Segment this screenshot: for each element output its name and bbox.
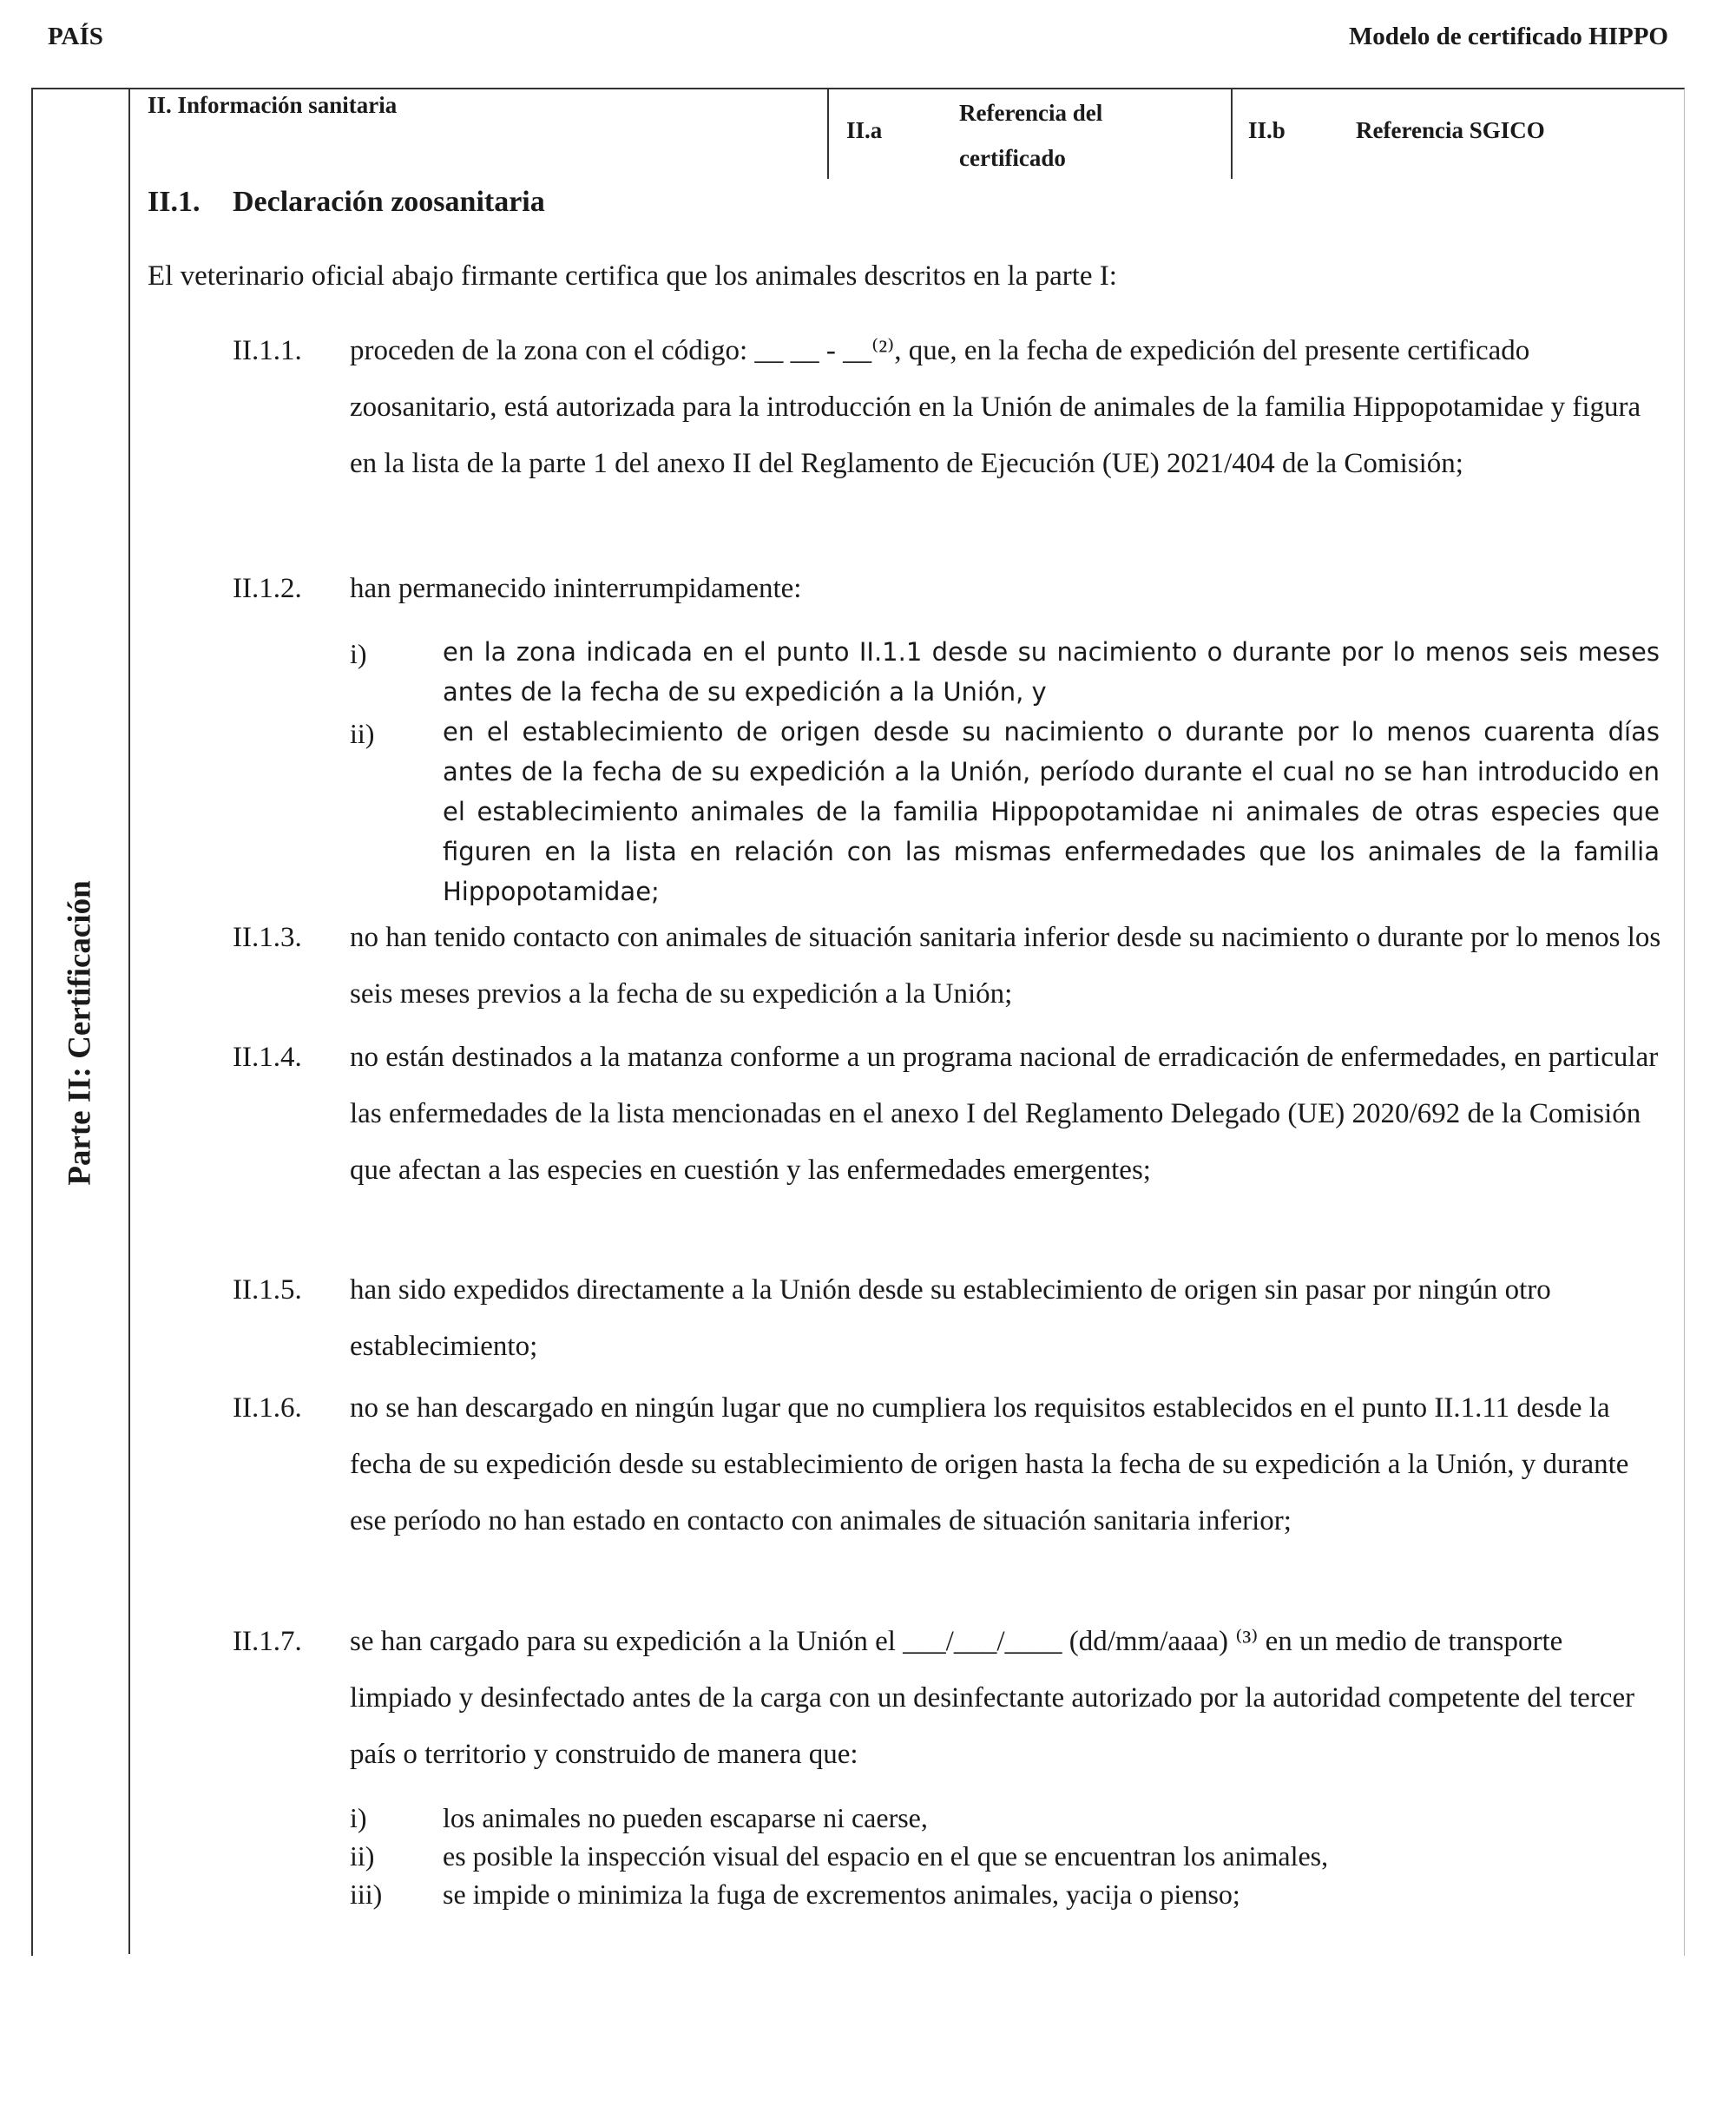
- item-text: proceden de la zona con el código: __ __ - __⁽²⁾, que, en la fecha de expedición del presente certificado zoosanitario, está autorizada para la introducción en la Unión de animales de la familia Hippopotamidae y figura en la lista de la parte 1 del anexo II del Reglamento de Ejecución (UE) 2021/404 de la Comisión;: [350, 335, 1641, 479]
- sub-item-number: iii): [350, 1878, 383, 1910]
- sub-item-text: en la zona indicada en el punto II.1.1 desde su nacimiento o durante por lo menos seis meses antes de la fecha de su expedición a la Unión, y: [443, 637, 1660, 707]
- item-text: no se han descargado en ningún lugar que no cumpliera los requisitos establecidos en el punto II.1.11 desde la fecha de su expedición desde su establecimiento de origen hasta la fecha de su expedición a la Unión, y durante ese período no han estado en contacto con animales de situación sanitaria inferior;: [350, 1392, 1629, 1536]
- cell-divider-b: [1231, 89, 1233, 179]
- sub-item-number: ii): [350, 718, 375, 749]
- item-text: se han cargado para su expedición a la Unión el ___/___/____ (dd/mm/aaaa) ⁽³⁾ en un medio de transporte limpiado y desinfectado antes de la carga con un desinfectante autorizado por la autoridad competente del tercer país o territorio y construido de manera que:: [350, 1626, 1635, 1770]
- sub-item-text: en el establecimiento de origen desde su nacimiento o durante por lo menos cuarenta días antes de la fecha de su expedición a la Unión, período durante el cual no se han introducido en el establecimiento animales de la familia Hippopotamidae ni animales de otras especies que figuren en la lista en relación con las mismas enfermedades que los animales de la familia Hippopotamidae;: [443, 717, 1660, 906]
- item-number: II.1.6.: [233, 1392, 302, 1424]
- section-title: [148, 186, 545, 219]
- item-number: II.1.3.: [233, 922, 302, 953]
- sub-item-text: los animales no pueden escaparse ni caerse,: [443, 1802, 928, 1833]
- cell-divider-a: [827, 89, 829, 179]
- intro-text: El veterinario oficial abajo firmante certifica que los animales descritos en la parte I:: [148, 260, 1117, 292]
- iib-label: II.b: [1248, 117, 1286, 143]
- sub-item-text: se impide o minimiza la fuga de excrementos animales, yacija o pienso;: [443, 1878, 1240, 1910]
- item-number: II.1.5.: [233, 1274, 302, 1306]
- iia-reference: Referencia del certificado: [959, 100, 1103, 171]
- item-number: II.1.1.: [233, 335, 302, 366]
- section-heading: Declaración zoosanitaria: [233, 186, 545, 218]
- item-text: han permanecido ininterrumpidamente:: [350, 573, 802, 604]
- sub-item-number: i): [350, 1802, 367, 1833]
- sub-item-number: ii): [350, 1840, 375, 1872]
- item-number: II.1.7.: [233, 1626, 302, 1657]
- sub-item-number: i): [350, 638, 367, 669]
- sub-item-text: es posible la inspección visual del espacio en el que se encuentran los animales,: [443, 1840, 1329, 1872]
- section-number: II.1.: [148, 186, 201, 218]
- item-number: II.1.4.: [233, 1042, 302, 1073]
- iia-label: II.a: [846, 117, 883, 143]
- item-number: II.1.2.: [233, 573, 302, 604]
- side-label: Parte II: Certificación: [62, 880, 98, 1186]
- item-text: han sido expedidos directamente a la Unión desde su establecimiento de origen sin pasar por ningún otro establecimiento;: [350, 1274, 1551, 1362]
- item-text: no han tenido contacto con animales de situación sanitaria inferior desde su nacimiento o durante por lo menos los seis meses previos a la fecha de su expedición a la Unión;: [350, 922, 1661, 1010]
- country-label: PAÍS: [48, 23, 103, 50]
- section-ii-title: II. Información sanitaria: [148, 92, 398, 118]
- iib-reference: Referencia SGICO: [1356, 117, 1545, 143]
- model-label: Modelo de certificado HIPPO: [1348, 23, 1668, 50]
- item-text: no están destinados a la matanza conforme a un programa nacional de erradicación de enfermedades, en particular las enfermedades de la lista mencionadas en el anexo I del Reglamento Delegado (UE) 2020/692 de la Comisión que afectan a las especies en cuestión y las enfermedades emergentes;: [350, 1042, 1659, 1186]
